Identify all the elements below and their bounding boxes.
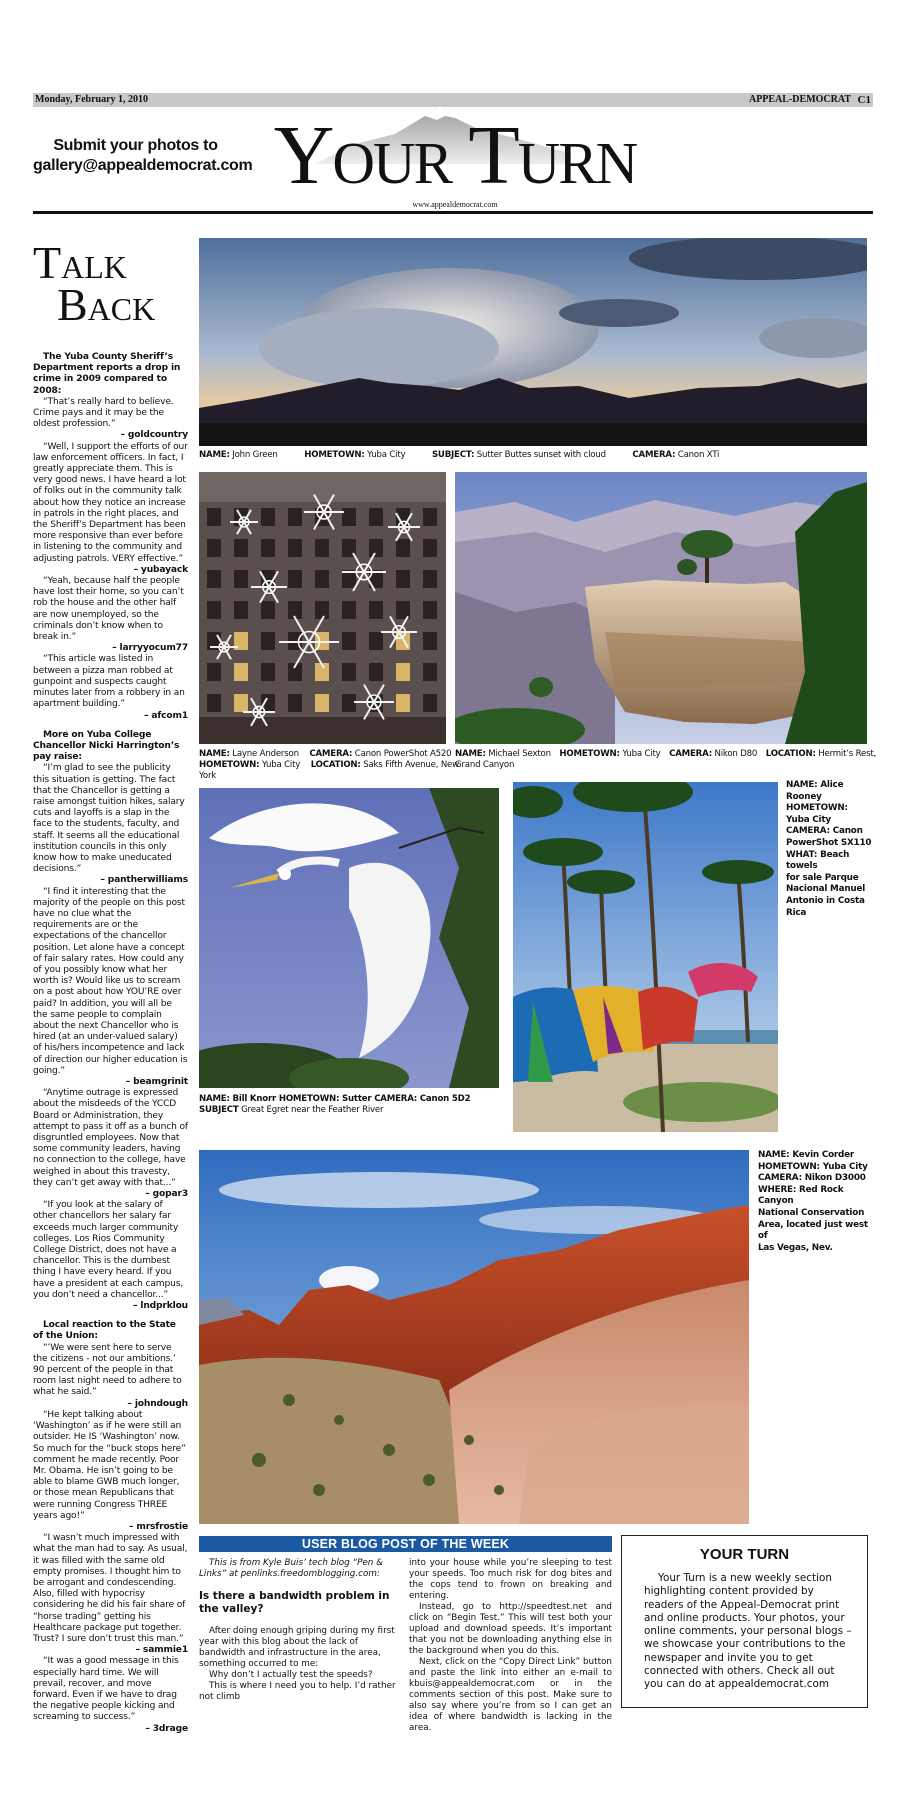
talkback-comment: “Well, I support the efforts of our law enforcement officers. In fact, I greatly appreciate them. This is very good news. I have heard a lot of folks out in the community talk about how they notice an increase in patrols in the right places, and the Sheriff’s Department has been more responsive than ever before in listening to the community and adjusting patrols. VERY effective.” — [33, 441, 188, 564]
talkback-comment: “I’m glad to see the publicity this situation is getting. The fact that the Chancellor is getting a raise amongst tuition hikes, salary cuts and layoffs is a slap in the face to the students, faculty, and staff. It seems all the educational institution councils in this only know how to make uneducated decisions.” — [33, 763, 185, 875]
cap-building-camera: CAMERA: Canon PowerShot A520 — [309, 749, 452, 759]
cap-building-hometown: HOMETOWN: Yuba City — [199, 760, 301, 770]
cap-building-location: LOCATION: Saks Fifth Avenue, New York — [199, 760, 459, 781]
caption-line: WHERE: Red Rock Canyon — [758, 1184, 844, 1207]
your-turn-info-box — [621, 1535, 868, 1708]
talkback-heading-line1: Talk — [33, 237, 127, 288]
cap-canyon-hometown: HOMETOWN: Yuba City — [559, 749, 661, 759]
talkback-author: – goldcountry — [120, 430, 188, 441]
caption-canyon — [455, 749, 895, 771]
cap-sunset-subject: SUBJECT: Sutter Buttes sunset with cloud — [431, 450, 606, 460]
caption-line: PowerShot SX110 — [786, 837, 872, 848]
talkback-comment: “It was a good message in this especially hard time. We will prevail, recover, and move forward. Even if we have to drag the negative people kicking and screaming to success.” — [33, 1656, 179, 1723]
submit-line: Submit your photos to — [53, 137, 218, 154]
cap-sunset-hometown: HOMETOWN: Yuba City — [304, 450, 406, 460]
cap-egret-line1: NAME: Bill Knorr HOMETOWN: Sutter CAMERA: Canon 5D2 — [199, 1094, 471, 1104]
talkback-comment: “If you look at the salary of other chancellors her salary far exceeds much larger community colleges. Los Rios Community College District, does not have a chancellor. This is the dumbest thing I have every heard. If you have a president at each campus, you don’t need a chancellor...” — [33, 1200, 184, 1300]
masthead — [255, 100, 655, 212]
talkback-author: – mrsfrostie — [128, 1521, 188, 1532]
talkback-author: – johndough — [127, 1398, 188, 1409]
caption-line: WHAT: Beach towels — [786, 849, 850, 872]
talkback-topic: The Yuba County Sheriff’s Department reports a drop in crime in 2009 compared to 2008: — [33, 352, 181, 396]
blog-paragraph: After doing enough griping during my first year with this blog about the lack of bandwidth and infrastructure in the area, something occurred to me: — [199, 1626, 395, 1669]
talkback-comment: “This article was listed in between a pizza man robbed at gunpoint and suspects caught minutes later from a robbery in an apartment building.” — [33, 654, 185, 710]
blog-paragraph: Instead, go to http://speedtest.net and click on “Begin Test.” This will test both your upload and download speeds. It’s important that you not be downloading anything else in the background when you do this. — [409, 1602, 612, 1656]
info-box-title: YOUR TURN — [699, 1546, 790, 1563]
caption-egret — [199, 1094, 519, 1116]
talkback-comment: “I find it interesting that the majority of the people on this post have no clue what the requirements are or the expectations of the chancellor position. Let alone have a concept of fair salary rates. How could any of you possibly know what her worth is? Would like us to scream on a post about how YOU’RE over paid? In addition, you will all be the same people to complain about the next Chancellor who is hired (at an under-valued salary) of his/hers incompetence and lack of direction our higher education is going.” — [33, 886, 188, 1076]
blog-column-2 — [409, 1558, 612, 1734]
caption-line: Yuba City — [786, 814, 831, 825]
talkback-heading — [33, 238, 183, 330]
masthead-title: Your Turn — [273, 109, 637, 202]
header-rule — [33, 211, 873, 214]
cap-canyon-camera: CAMERA: Nikon D80 — [669, 749, 758, 759]
caption-line: CAMERA: Nikon D3000 — [758, 1173, 866, 1184]
info-box-body: Your Turn is a new weekly section highlighting content provided by readers of the Appeal-Democrat print and online products. Your photos, your online comments, your personal blogs – we showcase your contributions to the newspaper and invite you to get connected with others. Check all out you can do at appealdemocrat.com — [644, 1572, 852, 1691]
talkback-author: – sammie1 — [135, 1645, 188, 1656]
talkback-column — [33, 352, 188, 1735]
talkback-comment: “That’s really hard to believe. Crime pays and it may be the oldest profession.” — [33, 396, 174, 430]
cap-sunset-name: NAME: John Green — [199, 450, 278, 460]
caption-line: Las Vegas, Nev. — [758, 1242, 833, 1253]
talkback-topic: Local reaction to the State of the Union: — [33, 1320, 176, 1342]
cap-canyon-location: LOCATION: Hermit’s Rest, Grand Canyon — [455, 749, 877, 770]
talkback-author: – larryyocum77 — [112, 643, 188, 654]
blog-paragraph: into your house while you’re sleeping to test your speeds. Too much risk for dog bites and the cops tend to frown on breaking and entering. — [409, 1558, 612, 1601]
photo-saks-fifth-avenue — [199, 472, 446, 744]
page-number: C1 — [857, 94, 871, 106]
talkback-heading-line2: Back — [57, 279, 156, 330]
talkback-author: – pantherwilliams — [100, 875, 188, 886]
talkback-author: – beamgrinit — [125, 1077, 188, 1087]
photo-great-egret — [199, 788, 499, 1088]
blog-paragraph: This is where I need you to help. I’d rather not climb — [199, 1681, 396, 1702]
caption-line: NAME: Alice Rooney — [786, 780, 844, 802]
paper-name: APPEAL-DEMOCRAT — [748, 94, 851, 105]
caption-line: HOMETOWN: — [786, 803, 848, 814]
talkback-comment: “’We were sent here to serve the citizens - not our ambitions.’ 90 percent of the people in that room last night need to adhere to what he said.” — [33, 1342, 182, 1398]
blog-banner: USER BLOG POST OF THE WEEK — [199, 1536, 612, 1552]
blog-question: Is there a bandwidth problem in the valley? — [199, 1590, 390, 1615]
issue-date: Monday, February 1, 2010 — [35, 94, 149, 105]
cap-sunset-camera: CAMERA: Canon XTi — [632, 450, 720, 460]
blog-column-1 — [199, 1558, 403, 1703]
submit-photos-note — [33, 136, 253, 176]
caption-line: HOMETOWN: Yuba City — [758, 1161, 868, 1172]
blog-paragraph: Why don’t I actually test the speeds? — [209, 1670, 373, 1680]
cap-egret-line2: SUBJECT Great Egret near the Feather River — [199, 1105, 384, 1115]
caption-line: NAME: Kevin Corder — [758, 1150, 855, 1160]
caption-line: CAMERA: Canon — [786, 826, 863, 837]
caption-red-rock — [758, 1150, 878, 1254]
talkback-comment: “He kept talking about ‘Washington’ as if he were still an outsider. He IS ‘Washington’ now. So much for the “buck stops here” comment he made recently. Poor Mr. Obama. He isn’t going to be able to blame GWB much longer, or those mean Republicans that were running Congress THREE years ago!” — [33, 1409, 186, 1521]
caption-line: Antonio in Costa Rica — [786, 895, 865, 918]
caption-sunset — [199, 450, 867, 461]
talkback-author: – lndprklou — [132, 1301, 188, 1312]
talkback-comment: “I wasn’t much impressed with what the man had to say. As usual, it was filled with the same old empty promises. I thought him to be arrogant and condescending. Also, filled with hypocrisy considering he did his fair share of “horse trading” getting his Healthcare package put together. Trust? I sure don’t trust this man.” — [33, 1533, 188, 1644]
masthead-url[interactable]: www.appealdemocrat.com — [412, 200, 498, 209]
photo-sutter-buttes-sunset — [199, 238, 867, 446]
caption-line: for sale Parque — [786, 872, 859, 883]
talkback-author: – yubayack — [133, 564, 188, 575]
cap-canyon-name: NAME: Michael Sexton — [455, 749, 551, 759]
caption-line: Nacional Manuel — [786, 884, 866, 895]
cap-building-name: NAME: Layne Anderson — [199, 749, 299, 759]
caption-beach — [786, 780, 876, 919]
talkback-author: – gopar3 — [145, 1189, 188, 1200]
photo-beach-towels — [513, 782, 778, 1132]
caption-line: Area, located just west of — [758, 1219, 868, 1242]
talkback-author: – afcom1 — [143, 710, 188, 721]
blog-intro: This is from Kyle Buis’ tech blog “Pen & Links” at penlinks.freedomblogging.com: — [199, 1558, 384, 1579]
photo-grand-canyon — [455, 472, 867, 744]
photo-red-rock-canyon — [199, 1150, 749, 1524]
talkback-topic: More on Yuba College Chancellor Nicki Harrington’s pay raise: — [33, 729, 180, 763]
talkback-comment: “Yeah, because half the people have lost their home, so you can’t rob the house and the other half are now unemployed, so the criminals don’t know when to break in.” — [33, 576, 184, 643]
caption-building — [199, 749, 459, 782]
submit-email: gallery@appealdemocrat.com — [33, 157, 253, 174]
caption-line: National Conservation — [758, 1207, 865, 1218]
talkback-comment: “Anytime outrage is expressed about the misdeeds of the YCCD Board or Administration, they attempt to pass it off as a bunch of disgruntled employees. Now that some community leaders, having no connection to the college, have weighed in about this travesty, they can’t get away with that...” — [33, 1088, 188, 1188]
talkback-author: – 3drage — [145, 1723, 188, 1734]
blog-paragraph: Next, click on the “Copy Direct Link” button and paste the link into either an e-mail to kbuis@appealdemocrat.com or in the comments section of this post. Make sure to also say where you’re from so I can get an idea of where bandwidth is lacking in the area. — [409, 1657, 612, 1733]
